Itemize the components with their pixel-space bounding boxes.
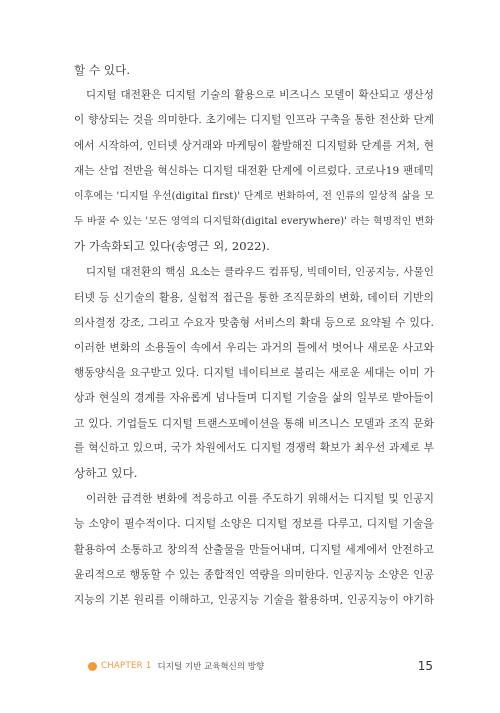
chapter-title: 디지털 기반 교육혁신의 방향 xyxy=(157,662,265,672)
chapter-label: CHAPTER 1 xyxy=(101,661,152,671)
text-line: 활용하여 소통하고 창의적 산출물을 만들어내며, 디지털 세계에서 안전하고 xyxy=(74,542,434,556)
text-line: 를 혁신하고 있으며, 국가 차원에서도 디지털 경쟁력 확보가 최우선 과제로 부 xyxy=(74,441,434,454)
paragraph xyxy=(74,58,434,83)
text-line: 터넷 등 신기술의 활용, 실험적 접근을 통한 조직문화의 변화, 데이터 기반의 xyxy=(74,290,434,304)
paragraph xyxy=(74,486,434,612)
text-line: 재는 산업 전반을 혁신하는 디지털 대전환 단계에 이르렀다. 코로나19 팬데믹 xyxy=(74,164,434,177)
text-line: 할 수 있다. xyxy=(74,63,131,77)
text-line: 행동양식을 요구받고 있다. 디지털 네이티브로 불리는 새로운 세대는 이미 가 xyxy=(74,366,434,380)
text-line: 디지털 대전환의 핵심 요소는 클라우드 컴퓨팅, 빅데이터, 인공지능, 사물인 xyxy=(86,265,434,278)
page-body xyxy=(74,58,434,612)
text-line: 두 바꿀 수 있는 '모든 영역의 디지털화(digital everywhere)' 라는 혁명적인 변화 xyxy=(74,216,434,228)
paragraph xyxy=(74,260,434,487)
text-line: 디지털 대전환은 디지털 기술의 활용으로 비즈니스 모델이 확산되고 생산성 xyxy=(86,89,434,102)
text-line: 에서 시작하여, 인터넷 상거래와 마케팅이 활발해진 디지털화 단계를 거쳐, 현 xyxy=(74,139,434,152)
page-footer xyxy=(88,657,433,675)
chapter-dot-icon xyxy=(88,662,97,671)
text-line: 능 소양이 필수적이다. 디지털 소양은 디지털 정보를 다루고, 디지털 기술을 xyxy=(74,517,434,531)
paragraph xyxy=(74,83,434,259)
text-line: 윤리적으로 행동할 수 있는 종합적인 역량을 의미한다. 인공지능 소양은 인공 xyxy=(74,567,434,581)
text-line: 이후에는 '디지털 우선(digital first)' 단계로 변화하여, 전 인류의 일상적 삶을 모 xyxy=(74,190,434,202)
text-line: 이 향상되는 것을 의미한다. 초기에는 디지털 인프라 구축을 통한 전산화 단계 xyxy=(74,114,434,127)
page-number: 15 xyxy=(417,659,433,673)
text-line: 지능의 기본 원리를 이해하고, 인공지능 기술을 활용하며, 인공지능이 야기하 xyxy=(74,592,434,606)
text-line: 상하고 있다. xyxy=(74,466,138,480)
text-line: 의사결정 강조, 그리고 수요자 맞춤형 서비스의 확대 등으로 요약될 수 있다. xyxy=(74,315,434,329)
text-line: 이러한 변화의 소용돌이 속에서 우리는 과거의 틀에서 벗어나 새로운 사고와 xyxy=(74,341,434,355)
text-line: 이러한 급격한 변화에 적응하고 이를 주도하기 위해서는 디지털 및 인공지 xyxy=(86,492,434,506)
text-line: 상과 현실의 경계를 자유롭게 넘나들며 디지털 기술을 삶의 일부로 받아들이 xyxy=(74,391,434,405)
text-line: 가 가속화되고 있다(송영근 외, 2022). xyxy=(74,239,270,254)
text-line: 고 있다. 기업들도 디지털 트랜스포메이션을 통해 비즈니스 모델과 조직 문화 xyxy=(74,416,434,430)
